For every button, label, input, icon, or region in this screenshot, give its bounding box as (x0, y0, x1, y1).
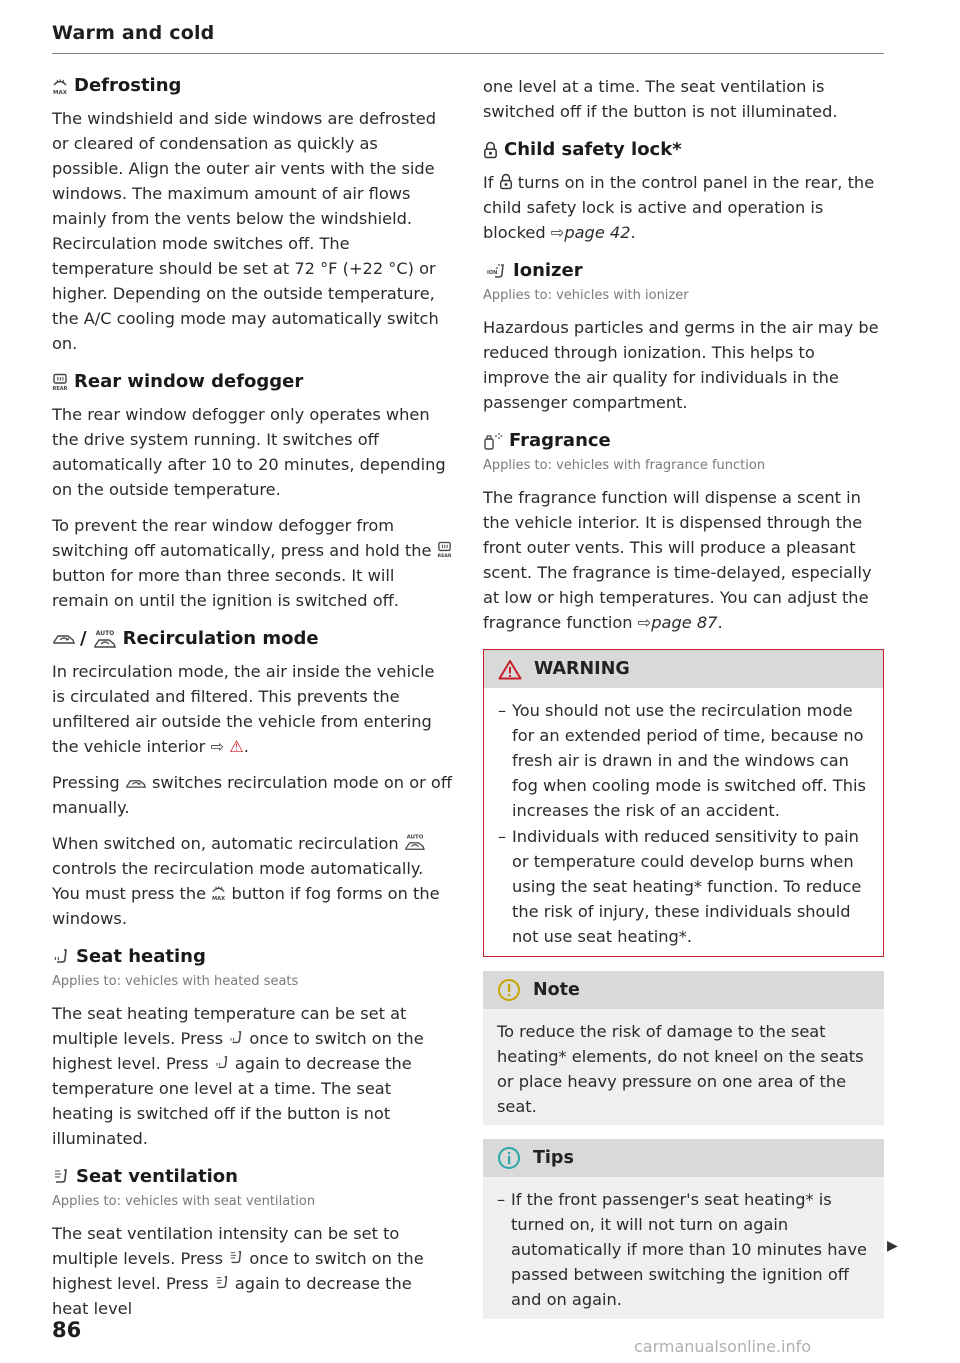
page-reference-link[interactable]: page 42 (564, 223, 631, 242)
auto-recirculation-icon (93, 629, 117, 649)
rear-defogger-body-2: To prevent the rear window defogger from switching off automatically, press and hold the button for more than three seconds. It will remain on until the ignition is switched off. (52, 513, 452, 613)
list-item: – Individuals with reduced sensitivity to pain or temperature could develop burns when using the seat heating* function. To reduce the risk of injury, these individuals should not use seat heating*. (498, 827, 862, 946)
left-column (52, 74, 452, 1332)
lock-icon (499, 173, 513, 190)
heading-separator: / (80, 628, 87, 649)
info-icon (497, 1146, 521, 1170)
list-item: – If the front passenger's seat heating* is turned on, it will not turn on again automatically if more than 10 minutes have passed between switching the ignition off and on again. (497, 1190, 867, 1309)
note-header: Note (483, 971, 884, 1009)
ionizer-icon (483, 262, 507, 280)
watermark: carmanualsonline.info (634, 1337, 812, 1356)
fragrance-icon (483, 432, 503, 450)
continue-arrow-icon[interactable]: ▶ (887, 1238, 898, 1254)
seat-heating-icon (228, 1030, 244, 1046)
note-icon (497, 978, 521, 1002)
page-reference-link[interactable]: page 87 (651, 613, 718, 632)
page-header (52, 22, 884, 54)
warning-triangle-icon[interactable]: ⚠ (229, 737, 244, 756)
tips-header: Tips (483, 1139, 884, 1177)
tips-box (483, 1139, 884, 1319)
page-number: 86 (52, 1318, 82, 1342)
applies-to-fragrance: Applies to: vehicles with fragrance function (483, 458, 766, 473)
list-item: – You should not use the recirculation mode for an extended period of time, because no fresh air is drawn in and the windows can fog when cooling mode is switched off. This increases the risk of an accident. (498, 701, 866, 820)
seat-ventilation-continued: one level at a time. The seat ventilation is switched off if the button is not illuminated. (483, 77, 838, 121)
recirculation-body-2: Pressing switches recirculation mode on or off manually. (52, 773, 452, 817)
seat-heating-icon (52, 948, 70, 966)
section-heading-seat-heating: Seat heating (52, 945, 452, 969)
warning-triangle-icon (498, 659, 522, 680)
rear-defogger-icon (52, 373, 68, 391)
seat-ventilation-body: The seat ventilation intensity can be set to multiple levels. Press once to switch on the highest level. Press again to decrease the heat level (52, 1224, 424, 1318)
applies-to-seat-heating: Applies to: vehicles with heated seats (52, 974, 299, 989)
right-column (483, 74, 884, 1319)
lock-icon (483, 141, 498, 159)
defrost-body: The windshield and side windows are defrosted or cleared of condensation as quickly as possible. Align the outer air vents with the side windows. The maximum amount of air flows mainly from the vents below the windshield. Recirculation mode switches off. The temperature should be set at 72 °F (+22 °C) or higher. Depending on the outside temperature, the A/C cooling mode may automatically switch on. (52, 109, 439, 353)
section-heading-fragrance: Fragrance (483, 429, 884, 453)
section-heading-recirculation: / Recirculation mode (52, 627, 452, 651)
warning-header: WARNING (484, 650, 883, 688)
recirculation-icon (52, 632, 76, 646)
recirculation-icon (125, 777, 147, 790)
fragrance-body: The fragrance function will dispense a scent in the vehicle interior. It is dispensed through the front outer vents. This will produce a pleasant scent. The fragrance is time-delayed, especially at low or high temperatures. You can adjust the fragrance function ⇨page 87. (483, 488, 872, 632)
applies-to-seat-ventilation: Applies to: vehicles with seat ventilation (52, 1194, 316, 1209)
seat-heating-icon (214, 1055, 230, 1071)
rear-defogger-icon (437, 541, 452, 558)
seat-ventilation-icon (214, 1275, 230, 1291)
chapter-title: Warm and cold (52, 22, 215, 44)
seat-ventilation-icon (228, 1250, 244, 1266)
section-heading-seat-ventilation: Seat ventilation (52, 1165, 452, 1189)
auto-recirculation-icon (404, 833, 426, 851)
section-heading-ionizer: Ionizer (483, 259, 884, 283)
seat-ventilation-icon (52, 1168, 70, 1186)
ionizer-body: Hazardous particles and germs in the air may be reduced through ionization. This helps to improve the air quality for individuals in the passenger compartment. (483, 318, 879, 412)
applies-to-ionizer: Applies to: vehicles with ionizer (483, 288, 689, 303)
section-heading-defrosting: Defrosting (52, 74, 452, 98)
section-heading-rear-defogger: Rear window defogger (52, 370, 452, 394)
rear-defogger-body-1: The rear window defogger only operates when the drive system running. It switches off automatically after 10 to 20 minutes, depending on the outside temperature. (52, 405, 446, 499)
tips-body (483, 1177, 884, 1319)
defrost-max-icon (211, 884, 226, 901)
recirculation-body-1: In recirculation mode, the air inside the vehicle is circulated and filtered. This prevents the unfiltered air outside the vehicle from entering the vehicle interior ⇨ ⚠. (52, 662, 435, 756)
note-body: To reduce the risk of damage to the seat heating* elements, do not kneel on the seats or place heavy pressure on one area of the seat. (483, 1009, 884, 1125)
note-box (483, 971, 884, 1125)
defrost-max-icon (52, 77, 68, 95)
warning-body (484, 688, 883, 956)
warning-box (483, 649, 884, 957)
section-heading-child-lock: Child safety lock* (483, 138, 884, 162)
recirculation-body-3: When switched on, automatic recirculation controls the recirculation mode automatically. You must press the button if fog forms on the windows. (52, 834, 440, 928)
child-lock-body: If turns on in the control panel in the rear, the child safety lock is active and operation is blocked ⇨page 42. (483, 173, 875, 242)
seat-heating-body: The seat heating temperature can be set at multiple levels. Press once to switch on the highest level. Press again to decrease the temperature one level at a time. The seat heating is switched off if the button is not illuminated. (52, 1004, 424, 1148)
